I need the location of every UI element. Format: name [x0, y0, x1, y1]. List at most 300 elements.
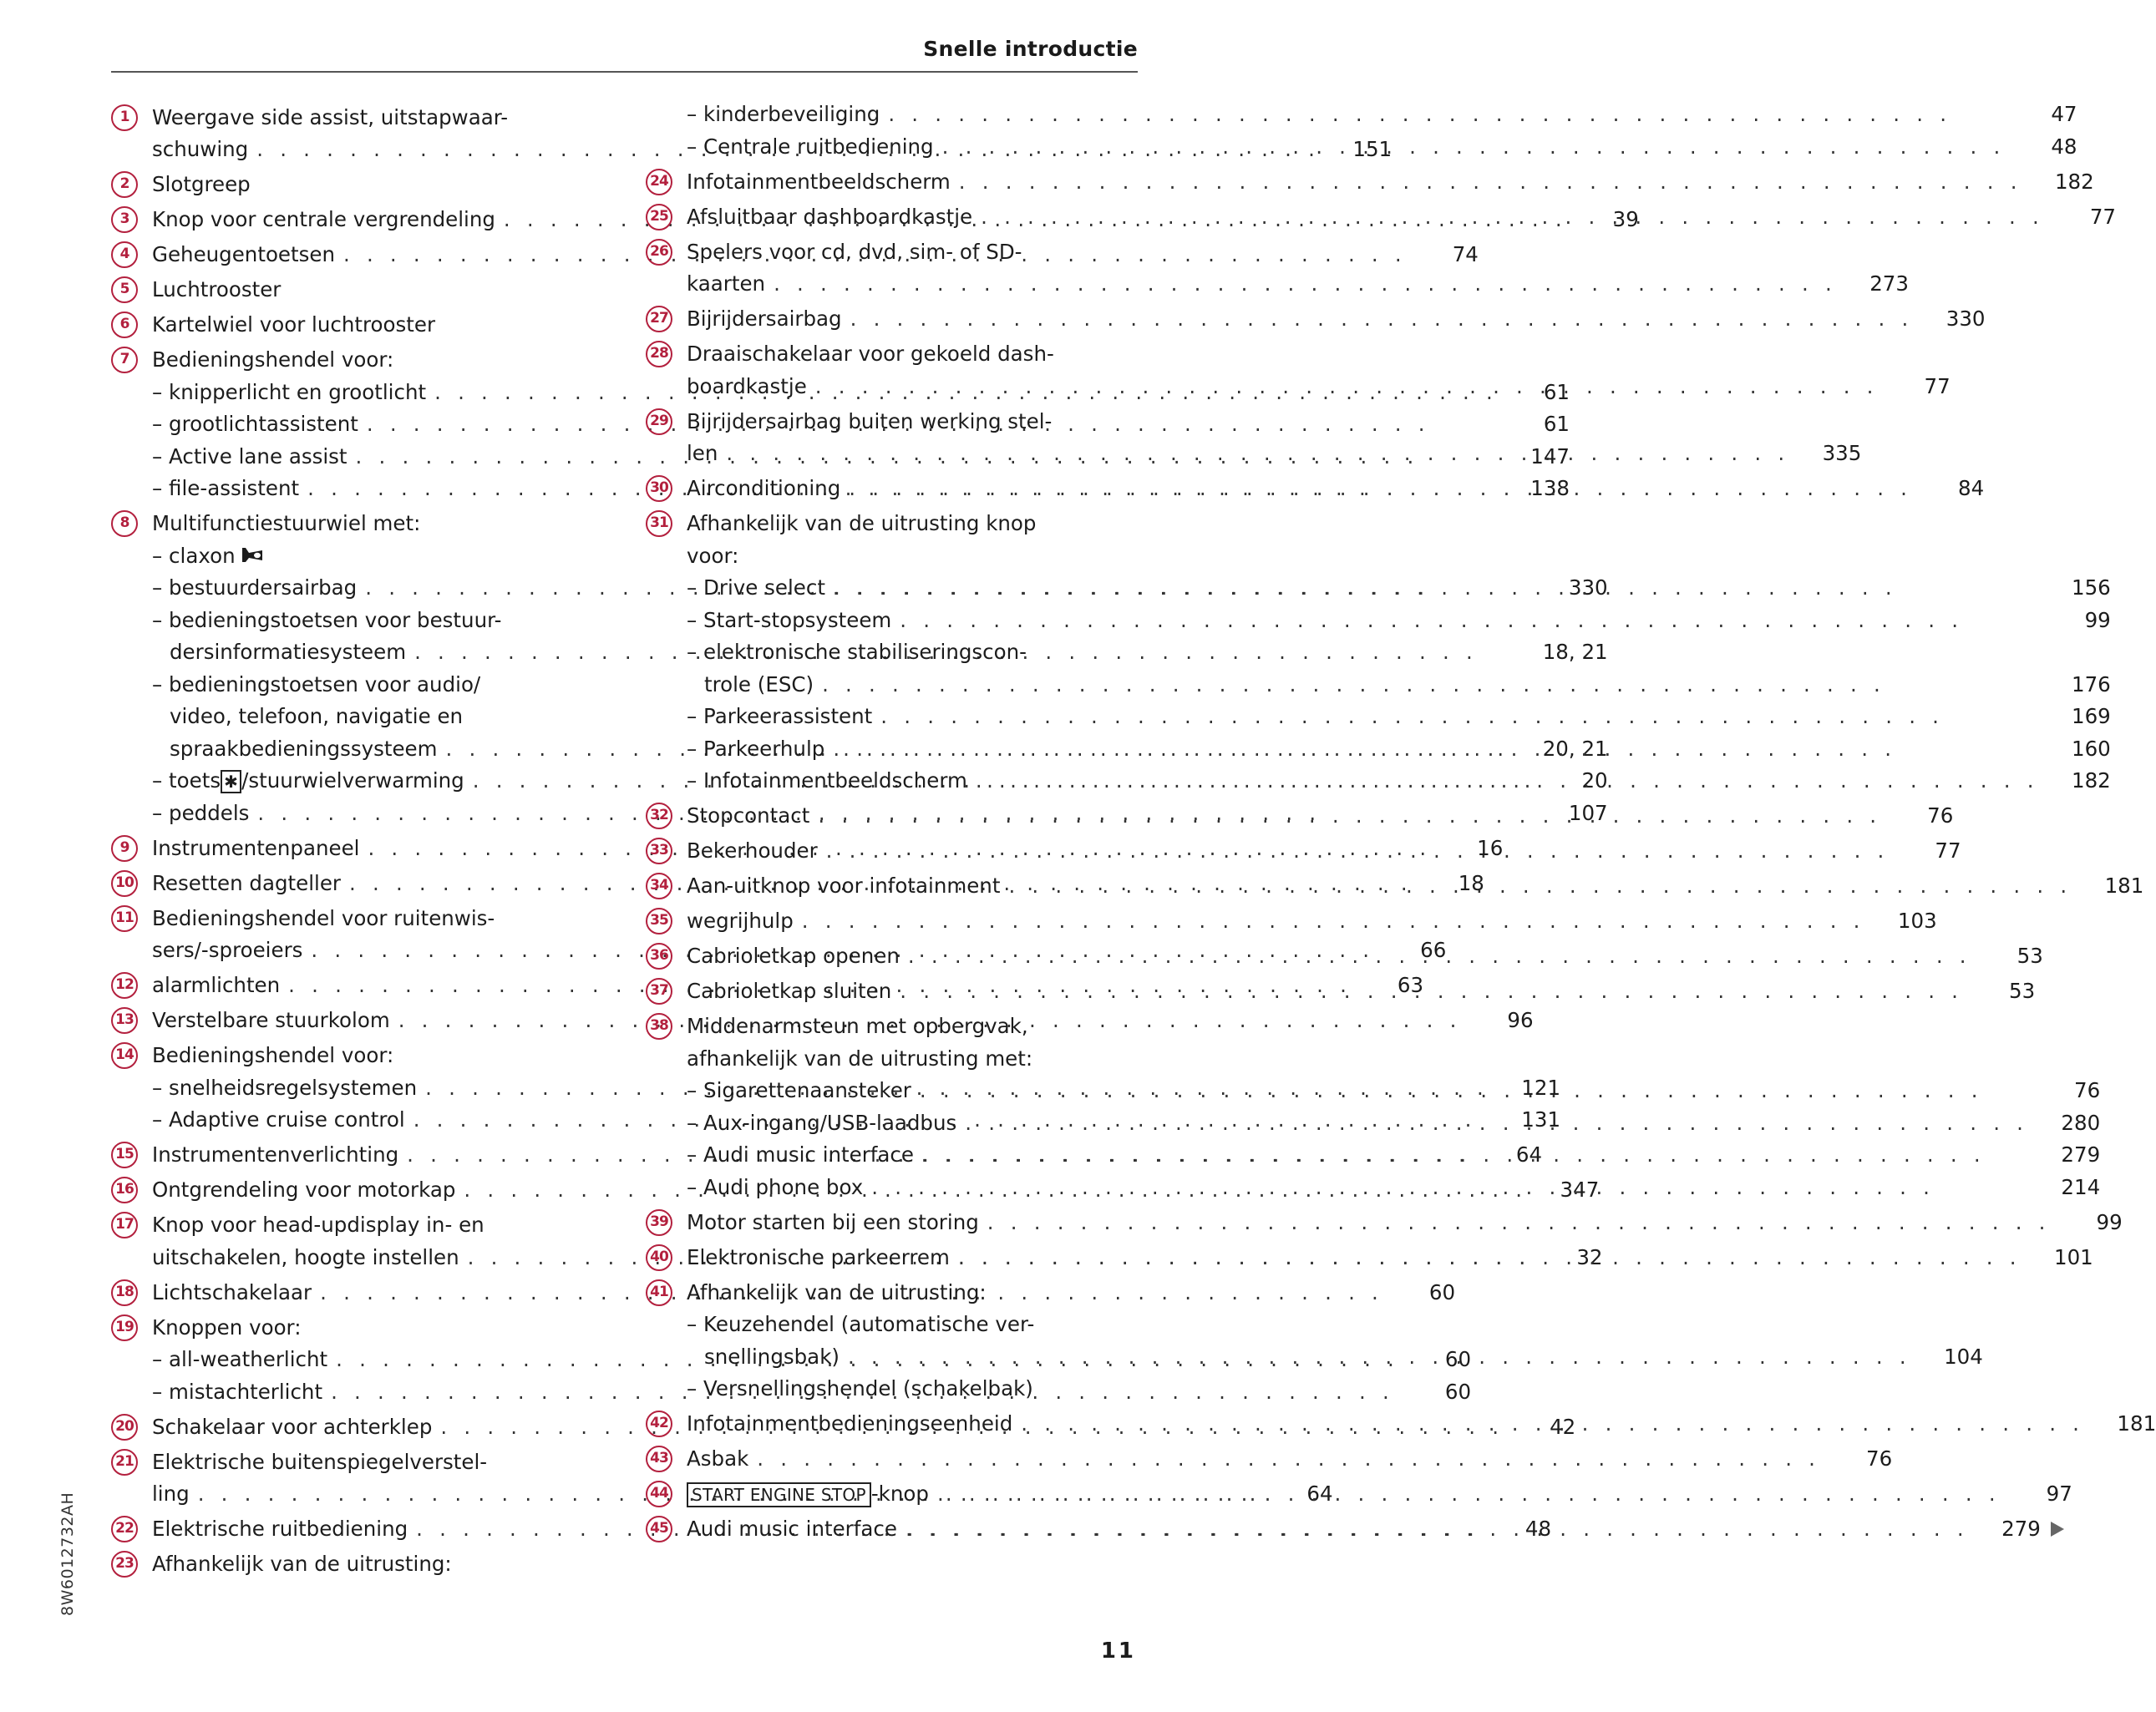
entry-text: – grootlichtassistent	[152, 412, 358, 436]
legend-subitem	[687, 605, 2111, 637]
page-reference: 347	[1560, 1178, 1600, 1202]
dot-leader	[815, 371, 1879, 403]
page-reference: 20	[1581, 768, 1608, 793]
legend-item-body	[687, 1277, 1983, 1406]
entry-text: Elektrische ruitbediening	[152, 1517, 408, 1541]
legend-item-body	[687, 1010, 2100, 1203]
dot-leader	[1021, 1408, 2084, 1441]
entry-line	[687, 1408, 2156, 1441]
entry-text: voor:	[687, 543, 739, 568]
legend-subitem	[687, 1172, 2100, 1204]
entry-text: ling	[152, 1482, 190, 1506]
legend-subitem	[687, 99, 2077, 131]
entry-text: Asbak	[687, 1446, 749, 1471]
entry-line	[687, 669, 2111, 702]
entry-line	[687, 1207, 2123, 1239]
entry-line	[687, 1513, 2041, 1546]
page-reference: 169	[2071, 704, 2111, 728]
page-reference: 77	[1924, 373, 1951, 398]
callout-number-icon: 16	[111, 1177, 138, 1203]
legend-item-body	[687, 1242, 2093, 1274]
entry-line	[687, 975, 2035, 1008]
entry-text: – Start-stopsysteem	[687, 607, 892, 632]
entry-line	[687, 701, 2111, 733]
page-reference: 48	[2051, 134, 2077, 159]
entry-line	[687, 1010, 2100, 1043]
page-reference: 280	[2061, 1110, 2101, 1135]
legend-item-body	[152, 169, 606, 201]
callout-number-icon: 45	[646, 1516, 672, 1542]
legend-item	[646, 1443, 1893, 1476]
entry-text: – peddels	[152, 800, 250, 825]
entry-text: – mistachterlicht	[152, 1379, 323, 1404]
page-reference: 60	[1444, 1347, 1472, 1371]
entry-text: Bijrijdersairbag	[687, 306, 842, 331]
callout-number-icon: 17	[111, 1212, 138, 1238]
entry-text: – Active lane assist	[152, 443, 347, 469]
legend-item-body	[687, 406, 1861, 470]
dot-leader	[922, 1139, 2028, 1172]
entry-line	[687, 870, 2143, 903]
entry-text: Aan-uitknop voor infotainment	[687, 874, 1001, 898]
dot-leader	[726, 438, 1789, 470]
entry-line	[687, 605, 2111, 637]
legend-item	[646, 166, 2094, 199]
key-symbol: START ENGINE STOP	[687, 1482, 871, 1507]
entry-line	[687, 371, 1951, 403]
entry-line	[687, 1172, 2100, 1204]
callout-number-icon: 28	[646, 341, 672, 367]
entry-text: Stopcontact	[687, 803, 810, 828]
page-reference: 47	[2051, 102, 2077, 126]
entry-text: Verstelbare stuurkolom	[152, 1008, 390, 1032]
callout-number-icon: 12	[111, 972, 138, 999]
dot-leader	[900, 975, 1963, 1008]
page-reference: 182	[2054, 169, 2094, 194]
entry-text: Bedieningshendel voor ruitenwis-	[152, 905, 495, 930]
page-reference: 66	[1420, 938, 1447, 962]
callout-number-icon: 37	[646, 978, 672, 1005]
entry-text: – snelheidsregelsystemen	[152, 1075, 418, 1100]
entry-text: Bijrijdersairbag buiten werking stel-	[687, 408, 1053, 433]
page-reference: 84	[1957, 476, 1985, 500]
page-reference: 279	[2061, 1142, 2101, 1167]
legend-subitem	[687, 701, 2111, 733]
page-reference: 330	[1945, 306, 1986, 331]
dot-leader	[959, 166, 2022, 199]
legend-item	[646, 905, 1937, 938]
entry-line	[687, 99, 2077, 131]
callout-number-icon: 27	[646, 306, 672, 332]
entry-line	[687, 131, 2077, 164]
dot-leader	[987, 1207, 2051, 1239]
page-reference: 64	[1515, 1142, 1543, 1167]
page-reference: 131	[1521, 1107, 1561, 1132]
page-reference: 32	[1576, 1244, 1603, 1269]
page-reference: 147	[1530, 443, 1570, 469]
entry-text: Slotgreep	[152, 172, 251, 196]
entry-line	[687, 508, 2111, 540]
callout-number-icon: 43	[646, 1446, 672, 1472]
page-reference: 39	[1612, 207, 1639, 231]
page-reference: 182	[2071, 768, 2111, 793]
page-reference: 103	[1897, 909, 1937, 933]
legend-item-body	[687, 99, 2077, 163]
legend-item-body	[152, 274, 606, 306]
entry-line	[687, 1107, 2100, 1140]
callout-number-icon: 1	[111, 104, 138, 131]
entry-text: Infotainmentbedieningseenheid	[687, 1411, 1013, 1436]
dot-leader	[848, 1341, 1911, 1374]
dot-leader	[834, 572, 2039, 605]
page-reference: 107	[1568, 800, 1608, 825]
entry-text: – Parkeerhulp	[687, 736, 825, 761]
page-reference: 53	[2008, 979, 2036, 1003]
entry-text: – Audi music interface	[687, 1142, 914, 1167]
entry-line	[687, 303, 1986, 336]
callout-number-icon: 13	[111, 1007, 138, 1034]
page-reference: 61	[1543, 412, 1570, 436]
callout-number-icon: 40	[646, 1244, 672, 1271]
entry-line	[152, 1548, 606, 1581]
page-reference: 18	[1458, 870, 1484, 895]
legend-item-body	[152, 309, 606, 342]
entry-text: video, telefoon, navigatie en	[170, 704, 464, 728]
callout-number-icon: 44	[646, 1481, 672, 1507]
entry-text: uitschakelen, hoogte instellen	[152, 1244, 459, 1269]
entry-text: – Parkeerassistent	[687, 704, 873, 728]
page-reference: 104	[1944, 1344, 1983, 1369]
entry-line	[687, 166, 2094, 199]
legend-item-body	[687, 236, 1909, 301]
page-reference: 18, 21	[1542, 640, 1608, 664]
page-reference: 48	[1524, 1517, 1552, 1541]
entry-text: – Sigarettenaansteker	[687, 1078, 911, 1102]
entry-line	[687, 268, 1909, 301]
page-reference: 42	[1550, 1414, 1576, 1439]
callout-number-icon: 24	[646, 169, 672, 195]
callout-number-icon: 20	[111, 1414, 138, 1441]
entry-text: – kinderbeveiliging	[687, 102, 880, 126]
dot-leader	[920, 1075, 2028, 1107]
legend-item-body	[687, 1443, 1892, 1476]
entry-text: – claxon	[152, 543, 236, 568]
callout-number-icon: 34	[646, 873, 672, 899]
legend-item	[646, 1207, 2123, 1239]
page-reference: 76	[1927, 803, 1954, 828]
entry-text: Schakelaar voor achterklep	[152, 1414, 433, 1439]
dot-leader	[774, 268, 1837, 301]
entry-text: alarmlichten	[152, 973, 281, 997]
entry-text: – file-assistent	[152, 476, 300, 500]
dot-leader	[871, 1172, 2028, 1204]
page-reference: 77	[2089, 204, 2116, 229]
legend-item	[111, 309, 606, 342]
callout-number-icon: 31	[646, 510, 672, 537]
entry-line	[687, 1341, 1983, 1374]
legend-item-body	[687, 508, 2111, 798]
callout-number-icon: 41	[646, 1279, 672, 1306]
callout-number-icon: 21	[111, 1449, 138, 1476]
entry-text: Elektrische buitenspiegelverstel-	[152, 1449, 488, 1474]
callout-number-icon: 18	[111, 1279, 138, 1306]
entry-text: sers/-sproeiers	[152, 938, 303, 962]
entry-text: Bekerhouder	[687, 838, 818, 863]
entry-text: Bedieningshendel voor:	[152, 347, 394, 372]
dot-leader	[976, 765, 2039, 798]
dot-leader	[942, 131, 2006, 164]
legend-subitem	[687, 765, 2111, 798]
legend-item-body	[687, 201, 2116, 234]
page-reference: 74	[1452, 242, 1479, 266]
key-symbol: ✱	[221, 770, 241, 793]
page-reference: 76	[2073, 1078, 2101, 1102]
page-reference: 156	[2071, 575, 2111, 600]
page-reference: 121	[1521, 1075, 1561, 1100]
dot-leader	[937, 1478, 2001, 1511]
entry-line	[687, 1373, 1983, 1406]
entry-text: Afhankelijk van de uitrusting:	[152, 1552, 452, 1576]
entry-line	[687, 1309, 1983, 1341]
legend-item-body	[687, 905, 1937, 938]
entry-text: – Adaptive cruise control	[152, 1107, 405, 1132]
page-reference: 99	[2096, 1209, 2123, 1234]
page-reference: 214	[2061, 1174, 2101, 1199]
legend-subitem	[687, 1373, 1983, 1406]
callout-number-icon: 42	[646, 1411, 672, 1437]
entry-line	[687, 835, 1961, 868]
entry-text: – Versnellingshendel (schakelbak)	[687, 1376, 1033, 1400]
page-reference: 60	[1444, 1379, 1472, 1404]
legend-item-body	[687, 940, 2043, 973]
callout-number-icon: 7	[111, 347, 138, 373]
page-number: 11	[1100, 1639, 1136, 1664]
page-reference: 160	[2071, 736, 2111, 761]
legend-item-body	[687, 338, 1951, 403]
entry-text: Cabrioletkap openen	[687, 944, 900, 968]
callout-number-icon: 4	[111, 241, 138, 268]
callout-number-icon: 3	[111, 206, 138, 233]
entry-text: wegrijhulp	[687, 909, 794, 933]
callout-number-icon: 35	[646, 908, 672, 935]
entry-line	[687, 201, 2116, 234]
entry-line	[687, 438, 1861, 470]
callout-number-icon: 10	[111, 870, 138, 897]
entry-text: Weergave side assist, uitstapwaar-	[152, 104, 509, 129]
page-reference: 16	[1477, 835, 1504, 860]
entry-text: Geheugentoetsen	[152, 242, 335, 266]
entry-text: Instrumentenverlichting	[152, 1142, 399, 1167]
callout-number-icon: 19	[111, 1314, 138, 1341]
dot-leader	[888, 99, 2005, 131]
document-code: 8W6012732AH	[58, 1492, 77, 1616]
entry-text: Ontgrendeling voor motorkap	[152, 1178, 456, 1202]
legend-item	[111, 274, 606, 306]
continued-arrow-icon	[2051, 1522, 2064, 1537]
entry-text: – elektronische stabiliseringscon-	[687, 640, 1027, 664]
entry-line	[687, 572, 2111, 605]
entry-line	[687, 765, 2111, 798]
page-reference: 176	[2071, 671, 2111, 696]
entry-text: Lichtschakelaar	[152, 1279, 312, 1304]
page-reference: 273	[1869, 271, 1909, 296]
entry-text: Resetten dagteller	[152, 870, 341, 895]
entry-text: trole (ESC)	[704, 671, 814, 696]
legend-item	[646, 870, 2144, 903]
entry-line	[152, 309, 606, 342]
dot-leader	[833, 733, 2038, 766]
entry-text: Motor starten bij een storing	[687, 1209, 979, 1234]
entry-line	[152, 274, 606, 306]
horn-icon	[241, 546, 264, 563]
entry-line	[687, 1075, 2100, 1107]
page-reference: 181	[2117, 1411, 2156, 1436]
legend-item-body	[687, 1513, 2041, 1546]
legend-subitem	[687, 1075, 2100, 1107]
page-reference: 60	[1428, 1279, 1456, 1304]
dot-leader	[981, 201, 2044, 234]
entry-text: – Keuzehendel (automatische ver-	[687, 1312, 1035, 1336]
legend-subitem	[687, 572, 2111, 605]
page-reference: 151	[1352, 137, 1393, 161]
entry-text: Knop voor head-updisplay in- en	[152, 1213, 484, 1237]
legend-item	[646, 303, 1986, 336]
legend-subitem	[687, 636, 2111, 701]
entry-line	[687, 733, 2111, 766]
legend-item-body	[687, 975, 2035, 1008]
entry-line	[687, 1139, 2100, 1172]
legend-subitem	[687, 1139, 2100, 1172]
callout-number-icon: 33	[646, 838, 672, 864]
page-reference: 335	[1822, 441, 1862, 465]
page-reference: 77	[1935, 838, 1961, 863]
entry-text: – bedieningstoetsen voor bestuur-	[152, 607, 502, 632]
dot-leader	[822, 669, 2039, 702]
entry-text: – knipperlicht en grootlicht	[152, 379, 427, 404]
entry-text: Afsluitbaar dashboardkastje	[687, 204, 973, 229]
page-reference: 181	[2104, 874, 2144, 898]
entry-line	[687, 1043, 2100, 1076]
callout-number-icon: 8	[111, 510, 138, 537]
entry-text: Kartelwiel voor luchtrooster	[152, 312, 436, 337]
dot-leader	[906, 1513, 1969, 1546]
entry-line	[687, 473, 1984, 505]
callout-number-icon: 23	[111, 1551, 138, 1578]
dot-leader	[965, 1107, 2028, 1140]
legend-subitem	[687, 1309, 1983, 1373]
callout-number-icon: 26	[646, 239, 672, 266]
entry-line	[687, 800, 1953, 833]
entry-text: Cabrioletkap sluiten	[687, 979, 892, 1003]
legend-item	[111, 169, 606, 201]
dot-leader	[958, 1242, 2022, 1274]
entry-text: Instrumentenpaneel	[152, 835, 360, 860]
entry-text: schuwing	[152, 137, 249, 161]
entry-text: Afhankelijk van de uitrusting knop	[687, 511, 1037, 535]
entry-text: – Aux-ingang/USB-laadbus	[687, 1110, 957, 1135]
legend-item-body	[687, 870, 2143, 903]
callout-number-icon: 29	[646, 408, 672, 435]
entry-text: kaarten	[687, 271, 766, 296]
entry-line	[687, 940, 2043, 973]
page-reference: 279	[2001, 1517, 2041, 1541]
page-reference: 101	[2054, 1244, 2093, 1269]
entry-line	[152, 169, 606, 201]
dot-leader	[1008, 870, 2072, 903]
entry-text: – Audi phone box	[687, 1174, 864, 1199]
entry-text: – bestuurdersairbag	[152, 575, 358, 600]
dot-leader	[908, 940, 1971, 973]
entry-line	[687, 1443, 1892, 1476]
entry-text: Multifunctiestuurwiel met:	[152, 511, 421, 535]
entry-text: Spelers voor cd, dvd, sim- of SD-	[687, 239, 1022, 264]
legend-item-body	[687, 473, 1984, 505]
entry-line	[687, 1277, 1983, 1309]
callout-number-icon: 36	[646, 943, 672, 970]
entry-text: Audi music interface	[687, 1517, 897, 1541]
callout-number-icon: 39	[646, 1209, 672, 1236]
callout-number-icon: 32	[646, 803, 672, 829]
callout-number-icon: 14	[111, 1042, 138, 1069]
entry-line	[687, 1242, 2093, 1274]
page-reference: 138	[1530, 476, 1570, 500]
entry-text: Infotainmentbeeldscherm	[687, 169, 951, 194]
entry-line	[687, 236, 1909, 269]
legend-subitem	[687, 1107, 2100, 1140]
entry-text: snellingsbak)	[704, 1344, 840, 1369]
legend-subitem	[687, 131, 2077, 164]
callout-number-icon: 30	[646, 475, 672, 502]
entry-text: /stuurwielverwarming	[241, 768, 464, 793]
legend-item-body	[687, 835, 1961, 868]
page-reference: 76	[1866, 1446, 1893, 1471]
page-reference: 97	[2046, 1482, 2072, 1506]
entry-line	[687, 540, 2111, 573]
entry-text: Knop voor centrale vergrendeling	[152, 207, 495, 231]
dot-leader	[900, 605, 2038, 637]
entry-text: spraakbedieningssysteem	[170, 736, 438, 761]
entry-text: – bedieningstoetsen voor audio/	[152, 671, 481, 696]
page-reference: 63	[1397, 973, 1424, 997]
entry-text: Elektronische parkeerrem	[687, 1244, 950, 1269]
entry-text: afhankelijk van de uitrusting met:	[687, 1046, 1033, 1071]
entry-line	[687, 636, 2111, 669]
callout-number-icon: 5	[111, 276, 138, 303]
entry-text: Bedieningshendel voor:	[152, 1043, 394, 1067]
dot-leader	[818, 800, 1881, 833]
entry-text: – toets	[152, 768, 221, 793]
legend-item	[646, 1408, 2156, 1441]
entry-line	[687, 905, 1937, 938]
entry-text: boardkastje	[687, 373, 807, 398]
entry-text: – all-weatherlicht	[152, 1347, 328, 1371]
dot-leader	[826, 835, 1890, 868]
dot-leader	[849, 473, 1912, 505]
entry-line	[687, 338, 1951, 371]
page-reference: 96	[1507, 1008, 1534, 1032]
entry-text: len	[687, 441, 718, 465]
callout-number-icon: 11	[111, 905, 138, 932]
legend-item-body	[687, 303, 1986, 336]
entry-text: Luchtrooster	[152, 277, 282, 301]
page-reference: 64	[1306, 1482, 1333, 1506]
entry-text: – Infotainmentbeeldscherm	[687, 768, 967, 793]
header-divider	[111, 71, 1138, 73]
callout-number-icon: 25	[646, 204, 672, 230]
entry-text: – Drive select	[687, 575, 825, 600]
entry-text: Airconditioning	[687, 476, 841, 500]
legend-item	[111, 1548, 606, 1581]
